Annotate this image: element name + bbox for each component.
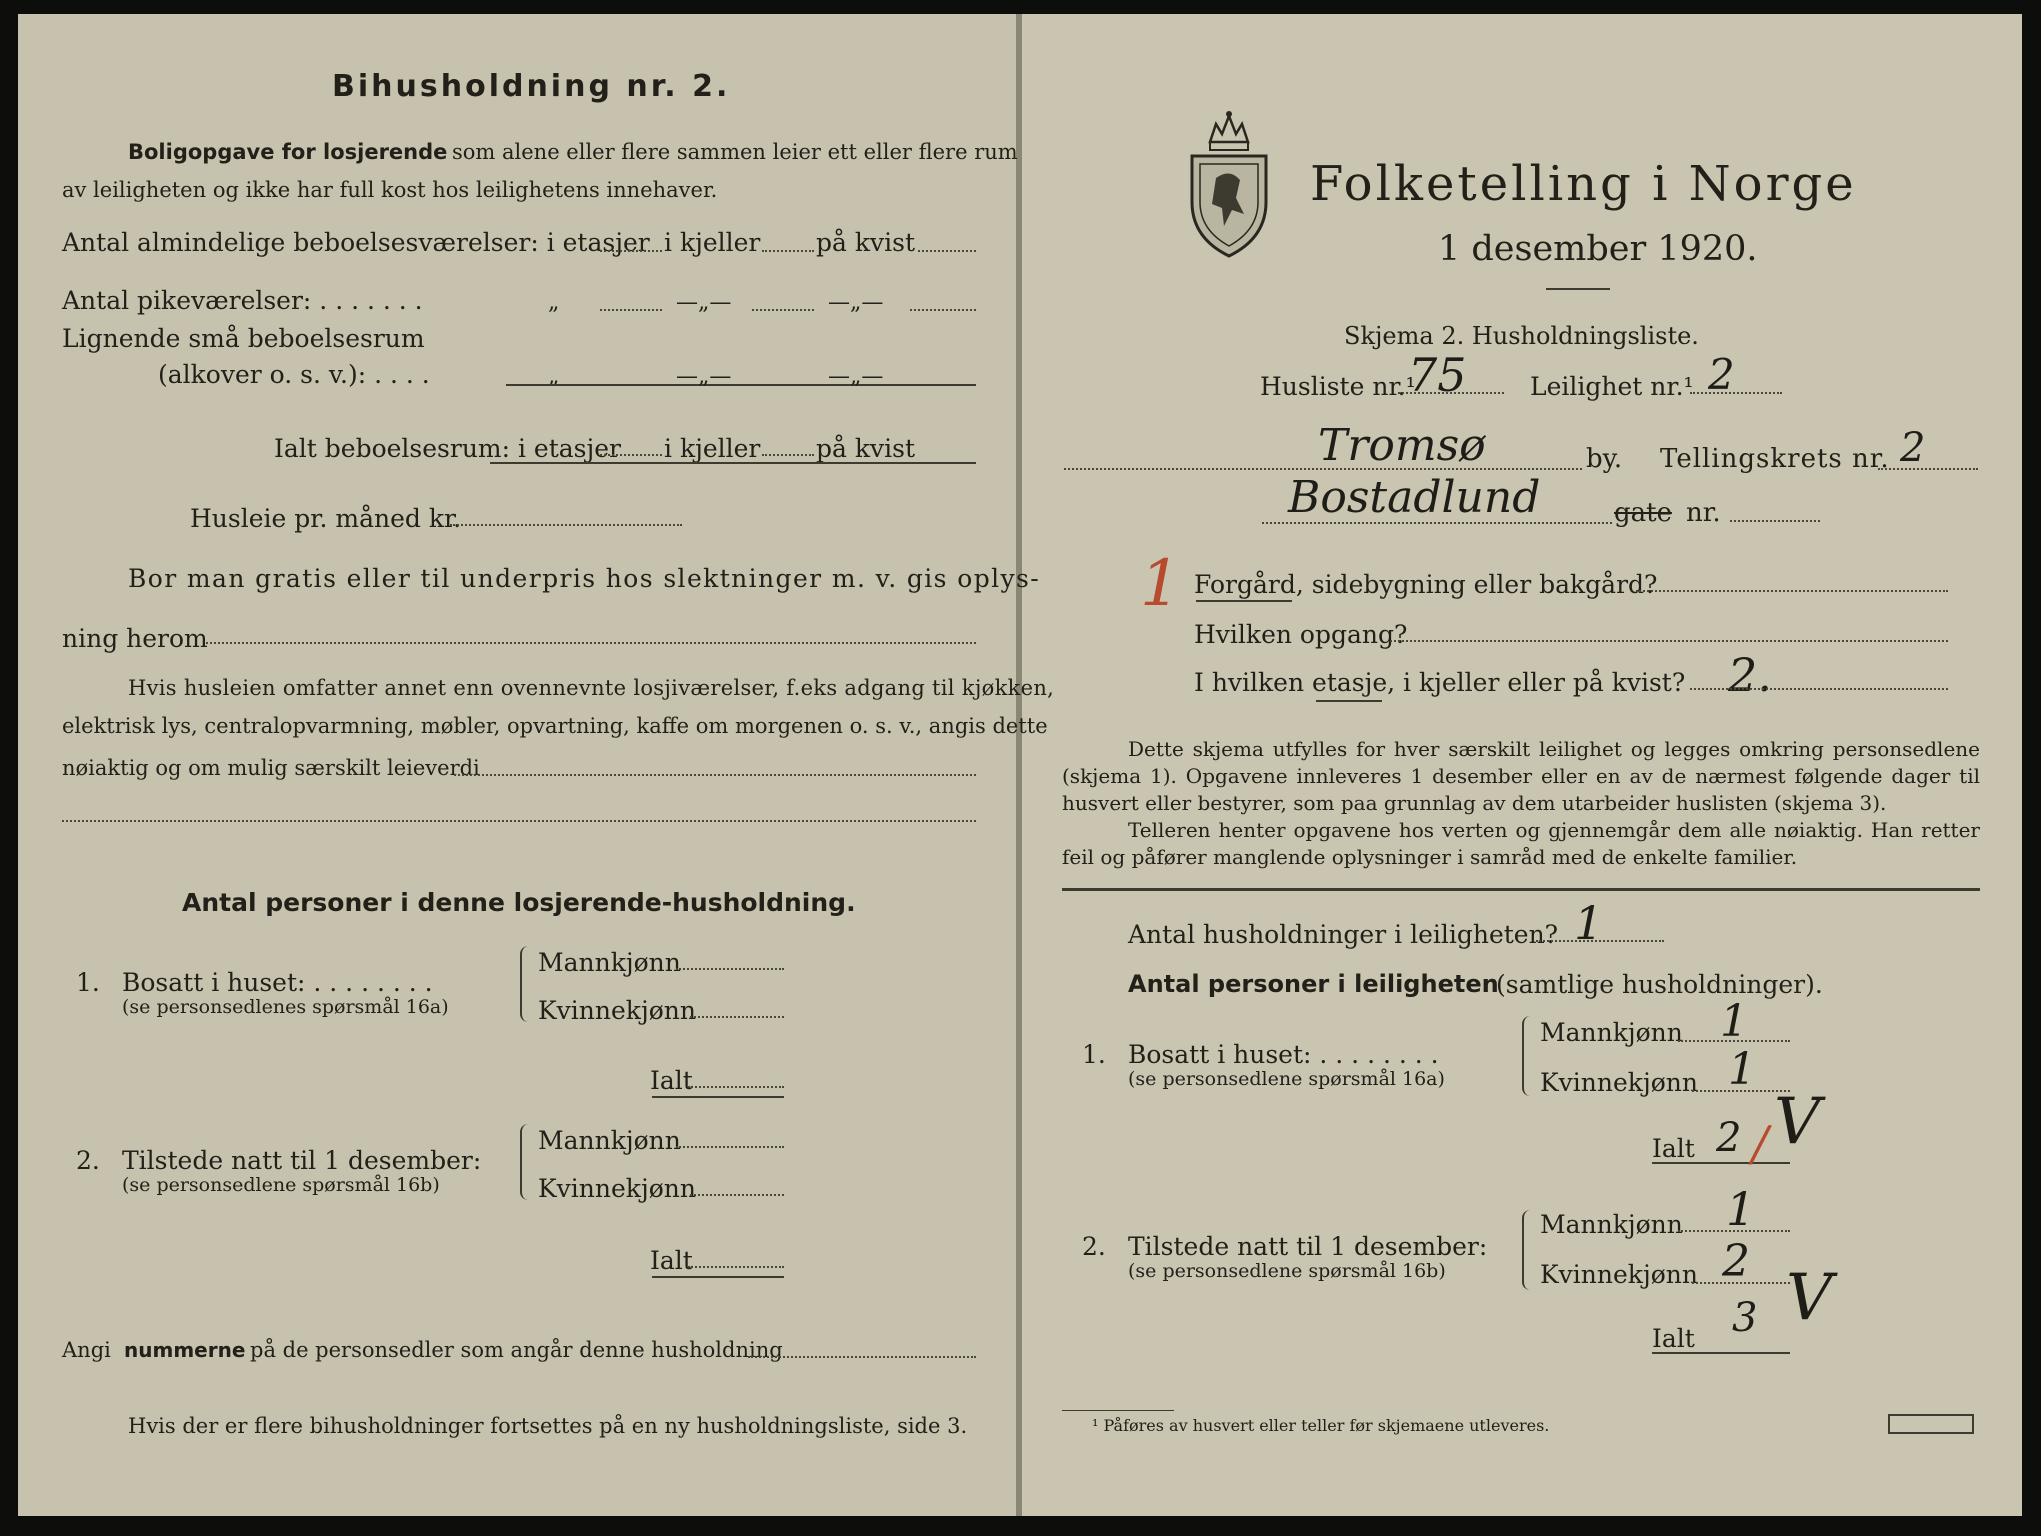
l-q2-sub: (se personsedlene spørsmål 16b) <box>122 1174 440 1196</box>
etasje-underline <box>1316 700 1382 702</box>
l-q1-brace <box>520 946 532 1022</box>
r-q2-ialt-underline <box>1652 1352 1790 1354</box>
forgaard-underline <box>1196 600 1292 602</box>
r-q1-label: Bosatt i huset: . . . . . . . . <box>1128 1040 1439 1069</box>
r-q2-label: Tilstede natt til 1 desember: <box>1128 1232 1488 1261</box>
by-field <box>1064 468 1582 470</box>
r-q1-sub: (se personsedlene spørsmål 16a) <box>1128 1068 1445 1090</box>
l-q1-num: 1. <box>76 968 100 997</box>
r-q1-red-tick: / <box>1752 1116 1769 1172</box>
tellingskrets-field <box>1878 468 1978 470</box>
antal-personer-bold: Antal personer i leiligheten <box>1128 970 1499 998</box>
intro-line1: som alene eller flere sammen leier ett eller flere rum <box>452 140 1018 164</box>
ialt-etasjer-field[interactable] <box>600 454 662 456</box>
hvis-line1: Hvis husleien omfatter annet enn ovennevnte losjiværelser, f.eks adgang til kjøkken, <box>128 676 1055 700</box>
ditto-mark: „ <box>548 290 560 315</box>
tellingskrets-value[interactable]: 2 <box>1900 425 1926 471</box>
coat-of-arms-icon <box>1186 108 1272 260</box>
folketelling-title: Folketelling i Norge <box>1310 156 1857 212</box>
angi-bold: nummerne <box>124 1338 246 1362</box>
ditto-mark-2: „ <box>548 364 560 389</box>
bor-field[interactable] <box>206 642 976 644</box>
l-q2-mann-field[interactable] <box>676 1146 784 1148</box>
husleie-label: Husleie pr. måned kr. <box>190 504 462 533</box>
instructions-1: Dette skjema utfylles for hver særskilt leilighet og legges omkring personsedlene (skjema 1). Opgavene innleveres 1 desember eller en av de nærmest følgende dager til husvert eller bestyrer, som paa grunnlag av dem utarbeider huslisten (skjema 3). <box>1062 737 1980 815</box>
r-q1-kvinne: Kvinnekjønn <box>1540 1068 1698 1097</box>
l-q2-mann: Mannkjønn <box>538 1126 681 1155</box>
nr-field[interactable] <box>1730 520 1820 522</box>
lignende-label-1: Lignende små beboelsesrum <box>62 324 425 353</box>
r-q1-mann-field <box>1678 1040 1790 1042</box>
antal-kjeller-label: i kjeller <box>664 228 761 257</box>
section-rule <box>1062 888 1980 891</box>
bor-line1: Bor man gratis eller til underpris hos slektninger m. v. gis oplys- <box>128 564 1041 593</box>
etasje-label: I hvilken etasje, i kjeller eller på kvist? <box>1194 668 1686 697</box>
footnote-rule <box>1062 1410 1174 1411</box>
l-q2-ialt-field[interactable] <box>688 1266 784 1268</box>
forgaard-field[interactable] <box>1636 590 1948 592</box>
r-q2-ialt: Ialt <box>1652 1324 1695 1353</box>
leilighet-label: Leilighet nr.¹ <box>1530 372 1694 401</box>
printer-stamp <box>1888 1414 1974 1434</box>
census-date: 1 desember 1920. <box>1438 229 1758 269</box>
pike-etasjer-field[interactable] <box>600 309 662 311</box>
forgaard-label: Forgård, sidebygning eller bakgård? <box>1194 570 1658 599</box>
husleie-field[interactable] <box>450 524 682 526</box>
title-rule <box>1546 288 1610 290</box>
r-q2-mann-field <box>1678 1230 1790 1232</box>
tellingskrets-label: Tellingskrets nr. <box>1660 444 1890 474</box>
ialt-kvist-label: på kvist <box>816 434 915 463</box>
l-q2-num: 2. <box>76 1146 100 1175</box>
antal-etasjer-field[interactable] <box>600 250 662 252</box>
angi-pre: Angi <box>62 1338 111 1362</box>
by-value[interactable]: Tromsø <box>1318 420 1486 471</box>
l-q1-sub: (se personsedlenes spørsmål 16a) <box>122 996 449 1018</box>
r-q1-mann: Mannkjønn <box>1540 1018 1683 1047</box>
r-q2-mann: Mannkjønn <box>1540 1210 1683 1239</box>
r-q1-kvinne-value[interactable]: 1 <box>1728 1044 1756 1095</box>
by-label: by. <box>1586 444 1623 474</box>
r-q2-kvinne: Kvinnekjønn <box>1540 1260 1698 1289</box>
ialt-kjeller-label: i kjeller <box>664 434 761 463</box>
red-mark: 1 <box>1140 547 1181 621</box>
r-q2-kvinne-field <box>1692 1282 1790 1284</box>
lignende-field[interactable] <box>506 384 976 386</box>
r-q2-mann-value[interactable]: 1 <box>1726 1182 1756 1236</box>
l-q2-ialt: Ialt <box>650 1246 693 1275</box>
etasje-field <box>1690 688 1948 690</box>
left-footer: Hvis der er flere bihusholdninger fortsettes på en ny husholdningsliste, side 3. <box>128 1414 968 1438</box>
antal-hush-value[interactable]: 1 <box>1574 896 1604 950</box>
ialt-rooms-label: Ialt beboelsesrum: i etasjer <box>274 434 622 463</box>
ialt-kjeller-field[interactable] <box>762 454 814 456</box>
l-q2-kvinne-field[interactable] <box>690 1194 784 1196</box>
angi-field[interactable] <box>748 1356 976 1358</box>
r-q2-brace <box>1522 1210 1534 1290</box>
gate-label: gate <box>1614 498 1672 528</box>
l-q1-mann-field[interactable] <box>676 968 784 970</box>
l-q2-ialt-underline <box>652 1276 784 1278</box>
ialt-rooms-underline <box>490 462 976 464</box>
antal-hush-field <box>1536 940 1664 942</box>
bor-line2: ning herom <box>62 624 208 653</box>
r-q1-ialt-underline <box>1652 1162 1790 1164</box>
nr-label: nr. <box>1686 498 1721 528</box>
r-q1-mann-value[interactable]: 1 <box>1720 996 1748 1047</box>
r-q1-brace <box>1522 1016 1534 1096</box>
r-q1-ialt: Ialt <box>1652 1134 1695 1163</box>
etasje-value[interactable]: 2. <box>1728 648 1772 702</box>
r-q2-sub: (se personsedlene spørsmål 16b) <box>1128 1260 1446 1282</box>
instructions-2: Telleren henter opgavene hos verten og gjennemgår dem alle nøiaktig. Han retter feil og påfører manglende oplysninger i samråd med de enkelte familier. <box>1062 818 1980 869</box>
husliste-field <box>1398 392 1504 394</box>
r-q2-num: 2. <box>1082 1232 1106 1261</box>
leilighet-value[interactable]: 2 <box>1708 350 1735 399</box>
leilighet-field <box>1690 392 1782 394</box>
ditto-dash-4: —„— <box>828 364 884 389</box>
antal-personer-rest: (samtlige husholdninger). <box>1496 970 1823 999</box>
r-q2-check: V <box>1786 1261 1833 1335</box>
ditto-dash-2: —„— <box>828 290 884 315</box>
l-q1-ialt-underline <box>652 1096 784 1098</box>
bihusholdning-title: Bihusholdning nr. 2. <box>332 69 731 104</box>
l-q1-mann: Mannkjønn <box>538 948 681 977</box>
antal-kjeller-field[interactable] <box>762 250 814 252</box>
schema-label: Skjema 2. Husholdningsliste. <box>1344 322 1699 350</box>
angi-post: på de personsedler som angår denne husholdning <box>250 1338 783 1362</box>
intro-line2: av leiligheten og ikke har full kost hos leilighetens innehaver. <box>62 178 718 202</box>
pike-kvist-field[interactable] <box>910 309 976 311</box>
antal-kvist-field[interactable] <box>918 250 976 252</box>
l-q1-label: Bosatt i huset: . . . . . . . . <box>122 968 433 997</box>
lignende-label-2: (alkover o. s. v.): . . . . <box>158 360 430 389</box>
opgang-label: Hvilken opgang? <box>1194 620 1408 649</box>
antal-personer-heading: Antal personer i denne losjerende-husholdning. <box>182 888 856 917</box>
l-q2-brace <box>520 1124 532 1200</box>
ditto-dash-3: —„— <box>676 364 732 389</box>
r-q1-check: V <box>1774 1085 1821 1159</box>
pikevaerelser-label: Antal pikeværelser: . . . . . . . <box>62 286 423 315</box>
r-q2-ialt-value[interactable]: 3 <box>1732 1295 1758 1341</box>
gate-value[interactable]: Bostadlund <box>1288 472 1541 523</box>
gate-field <box>1262 522 1612 524</box>
antal-hush-label: Antal husholdninger i leiligheten? <box>1128 920 1559 949</box>
l-q2-label: Tilstede natt til 1 desember: <box>122 1146 482 1175</box>
leieverdi-field[interactable] <box>454 774 976 776</box>
pike-kjeller-field[interactable] <box>752 309 814 311</box>
l-q1-ialt: Ialt <box>650 1066 693 1095</box>
r-q2-kvinne-value[interactable]: 2 <box>1722 1236 1750 1287</box>
l-q1-kvinne-field[interactable] <box>690 1016 784 1018</box>
husliste-value[interactable]: 75 <box>1408 348 1467 402</box>
antal-kvist-label: på kvist <box>816 228 915 257</box>
leieverdi-field-2[interactable] <box>62 820 976 822</box>
opgang-field[interactable] <box>1390 640 1948 642</box>
husliste-label: Husliste nr.¹ <box>1260 372 1416 401</box>
hvis-line2: elektrisk lys, centralopvarmning, møbler, opvartning, kaffe om morgenen o. s. v., angis dette <box>62 714 1048 738</box>
antal-rooms-label: Antal almindelige beboelsesværelser: i etasjer <box>62 228 650 257</box>
intro-bold: Boligopgave for losjerende <box>128 140 448 164</box>
r-q1-num: 1. <box>1082 1040 1106 1069</box>
l-q2-kvinne: Kvinnekjønn <box>538 1174 696 1203</box>
l-q1-ialt-field[interactable] <box>688 1086 784 1088</box>
ditto-dash: —„— <box>676 290 732 315</box>
footnote: ¹ Påføres av husvert eller teller før skjemaene utleveres. <box>1092 1416 1550 1435</box>
hvis-line3: nøiaktig og om mulig særskilt leieverdi <box>62 756 480 780</box>
l-q1-kvinne: Kvinnekjønn <box>538 996 696 1025</box>
r-q1-ialt-value[interactable]: 2 <box>1716 1115 1742 1161</box>
